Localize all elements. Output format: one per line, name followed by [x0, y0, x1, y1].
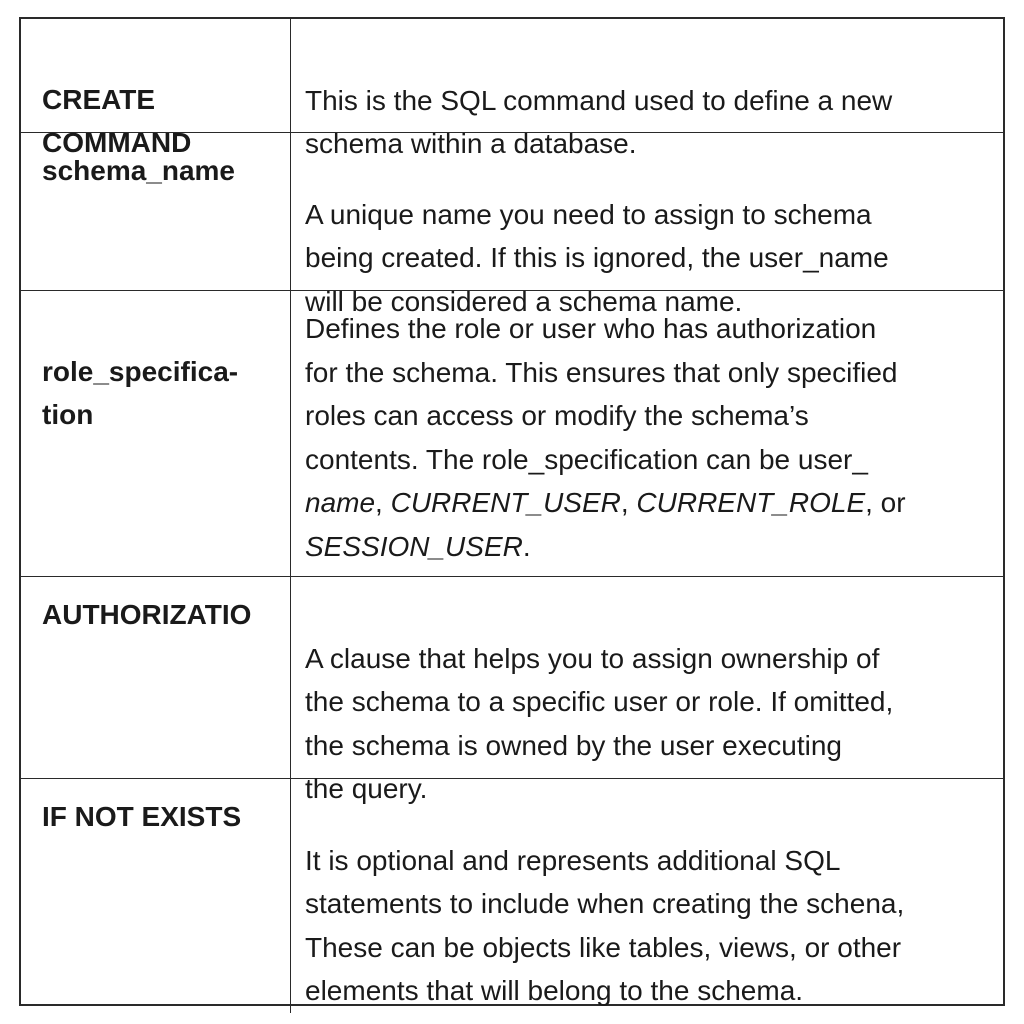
term-cell-role-specification [21, 291, 291, 577]
description-cell-role-specification [291, 291, 1003, 577]
description-text: A clause that helps you to assign ownership of the schema to a specific user or role. If omitted, the schema is owned by the user executing the query. [305, 642, 894, 805]
term-label: CREATE COMMAND [42, 84, 192, 158]
description-cell-create-command [291, 19, 1003, 160]
description-cell-authorization [291, 577, 1003, 805]
italic-session-user: SESSION_USER [305, 530, 523, 562]
term-cell-authorization [21, 577, 291, 779]
term-label: AUTHORIZATIO [42, 599, 252, 630]
term-cell-create-command [21, 19, 291, 158]
term-label: role_specifica- tion [42, 356, 239, 430]
description-text: , or [865, 487, 906, 519]
description-text: A unique name you need to assign to schema being created. If this is ignored, the user_name will be considered a schema name. [305, 198, 889, 317]
description-text: This is the SQL command used to define a new schema within a database. [305, 84, 893, 160]
italic-current-role: CURRENT_ROLE [636, 487, 866, 519]
description-text: , [620, 487, 637, 519]
description-text: Defines the role or user who has authorization for the schema. This ensures that only specified roles can access or modify the schema’s contents. The role_specification can be user_ [305, 313, 898, 475]
description-text: . [522, 530, 531, 562]
description-cell-if-not-exists [291, 779, 1003, 1013]
italic-current-user: CURRENT_USER [390, 487, 621, 519]
description-text: It is optional and represents additional SQL statements to include when creating the schena, These can be objects like tables, views, or other elements that will belong to the schema. [305, 844, 905, 1007]
term-cell-if-not-exists [21, 779, 291, 1013]
italic-user-name: name [305, 487, 376, 519]
description-text: , [375, 487, 391, 519]
term-label: schema_name [42, 155, 236, 186]
term-cell-schema-name [21, 133, 291, 291]
term-label: IF NOT EXISTS [42, 801, 242, 832]
definition-table [19, 17, 1005, 1006]
description-cell-schema-name [291, 133, 1003, 317]
